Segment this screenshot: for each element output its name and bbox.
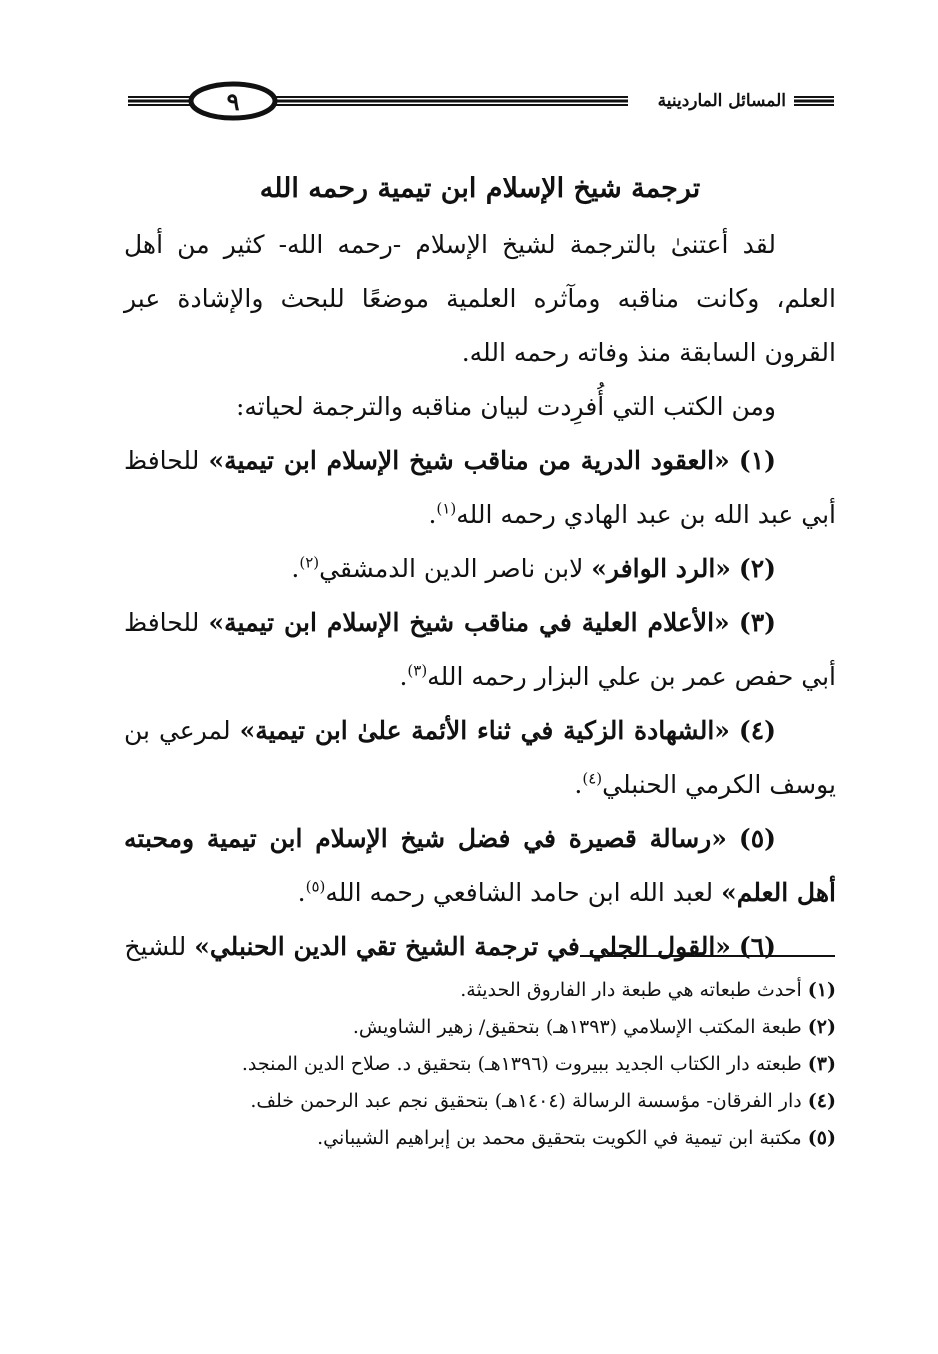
footnote-4	[124, 1083, 836, 1120]
entry-end: .	[291, 554, 300, 583]
footnote-ref[interactable]: (٢)	[299, 553, 320, 572]
book-name: «القول الجلي في ترجمة الشيخ تقي الدين الحنبلي»	[194, 932, 731, 961]
intro-paragraph: لقد أعتنىٰ بالترجمة لشيخ الإسلام -رحمه الله- كثير من أهل العلم، وكانت مناقبه ومآثره العلمية موضعًا للبحث والإشادة عبر القرون السابقة منذ وفاته رحمه الله.	[124, 230, 836, 367]
section-title: ترجمة شيخ الإسلام ابن تيمية رحمه الله	[259, 173, 701, 204]
book-name: «العقود الدرية من مناقب شيخ الإسلام ابن تيمية»	[208, 446, 730, 475]
entry-end: .	[399, 662, 408, 691]
entry-end: .	[574, 770, 583, 799]
footnote-3	[124, 1046, 836, 1083]
footnote-2	[124, 1009, 836, 1046]
book-entry-6	[124, 920, 836, 974]
running-title: المسائل الماردينية	[654, 86, 790, 116]
book-entry-3	[124, 596, 836, 704]
footnote-text: دار الفرقان- مؤسسة الرسالة (١٤٠٤هـ) بتحقيق نجم عبد الرحمن خلف.	[250, 1090, 802, 1112]
footnote-number: (٤)	[807, 1090, 836, 1112]
entry-author: للشيخ	[124, 932, 195, 961]
entry-number: (١)	[738, 446, 776, 475]
book-name: «الرد الوافر»	[591, 554, 731, 583]
footnote-number: (٢)	[807, 1016, 836, 1038]
book-entry-1	[124, 434, 836, 542]
footnote-ref[interactable]: (٤)	[582, 769, 603, 788]
entry-author: لعبد الله ابن حامد الشافعي رحمه الله	[325, 878, 722, 907]
entry-number: (٤)	[738, 716, 777, 745]
footnote-number: (٥)	[807, 1127, 836, 1149]
book-name: «رسالة قصيرة في فضل شيخ الإسلام ابن تيمية ومحبته أهل العلم»	[124, 824, 836, 907]
book-name: «الأعلام العلية في مناقب شيخ الإسلام ابن تيمية»	[208, 608, 730, 637]
entry-author: لمرعي بن يوسف الكرمي الحنبلي	[124, 716, 836, 799]
footnote-ref[interactable]: (٥)	[305, 877, 326, 896]
page-number: ٩	[226, 86, 240, 116]
footnote-5	[124, 1120, 836, 1157]
entry-end: .	[297, 878, 306, 907]
footnote-1	[124, 972, 836, 1009]
book-entry-2	[124, 542, 836, 596]
footnote-ref[interactable]: (١)	[436, 499, 457, 518]
entry-number: (٥)	[738, 824, 777, 853]
footnote-text: طبعته دار الكتاب الجديد ببيروت (١٣٩٦هـ) بتحقيق د. صلاح الدين المنجد.	[241, 1053, 802, 1075]
footnote-text: مكتبة ابن تيمية في الكويت بتحقيق محمد بن إبراهيم الشيباني.	[317, 1127, 802, 1149]
footnote-text: أحدث طبعاته هي طبعة دار الفاروق الحديثة.	[460, 979, 802, 1001]
footnote-number: (٣)	[807, 1053, 836, 1075]
entry-number: (٢)	[738, 554, 776, 583]
book-name: «الشهادة الزكية في ثناء الأئمة علىٰ ابن تيمية»	[239, 716, 730, 745]
entry-author: للحافظ أبي عبد الله بن عبد الهادي رحمه الله	[124, 446, 836, 529]
main-text	[124, 160, 836, 974]
running-header	[128, 80, 834, 122]
entry-number: (٣)	[738, 608, 776, 637]
entry-author: للحافظ أبي حفص عمر بن علي البزار رحمه الله	[124, 608, 836, 691]
book-entry-5	[124, 812, 836, 920]
footnote-text: طبعة المكتب الإسلامي (١٣٩٣هـ) بتحقيق/ زهير الشاويش.	[352, 1016, 802, 1038]
book-entry-4	[124, 704, 836, 812]
entry-end: .	[428, 500, 437, 529]
footnotes	[124, 972, 836, 1157]
footnote-divider	[580, 955, 835, 957]
entry-author: لابن ناصر الدين الدمشقي	[319, 554, 592, 583]
intro-list-lead: ومن الكتب التي أُفرِدت لبيان مناقبه والترجمة لحياته:	[235, 392, 776, 421]
footnote-ref[interactable]: (٣)	[407, 661, 428, 680]
footnote-number: (١)	[807, 979, 836, 1001]
entry-number: (٦)	[738, 932, 776, 961]
